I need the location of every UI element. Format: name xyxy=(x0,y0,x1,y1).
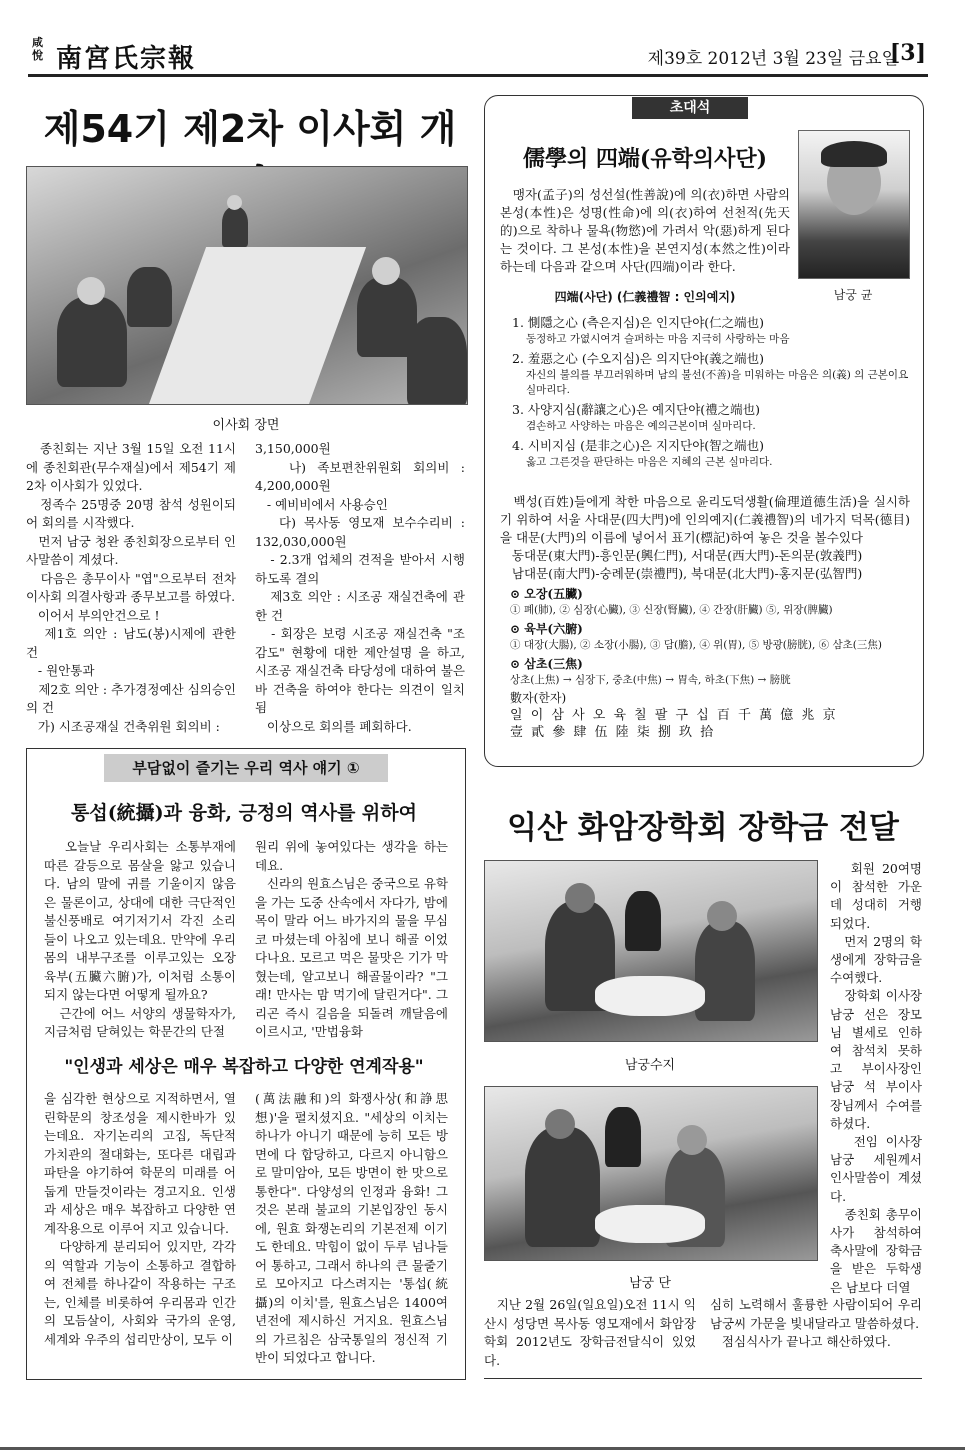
four-virtues-subheading: 四端(사단) (仁義禮智 : 인의예지) xyxy=(554,290,736,304)
virtue-4-title: 4. 시비지심 (是非之心)은 지지단야(智之端也) xyxy=(512,438,765,453)
ojang-list: ① 폐(肺), ② 심장(心臟), ③ 신장(腎臟), ④ 간장(肝臟) ⑤, 위장(脾臟) xyxy=(510,604,833,616)
yukbu-list: ① 대장(大腸), ② 소장(小腸), ③ 담(膽), ④ 위(胃), ⑤ 방광(膀胱), ⑥ 삼초(三焦) xyxy=(510,639,882,651)
portrait-caption: 남궁 균 xyxy=(833,288,873,302)
yukbu-title: ⊙ 육부(六腑) xyxy=(510,622,583,636)
scholarship-photo-2 xyxy=(484,1086,818,1261)
scholarship-headline: 익산 화암장학회 장학금 전달 xyxy=(507,810,899,846)
scholarship-photo-1-caption: 남궁수지 xyxy=(624,1058,676,1073)
virtue-1-desc: 동정하고 가엾시여겨 슬퍼하는 마음 지극히 사랑하는 마음 xyxy=(526,333,790,345)
samcho-list: 상초(上焦) → 심장下, 중초(中焦) → 胃속, 하초(下焦) → 膀胱 xyxy=(510,674,791,686)
page-bottom-rule xyxy=(0,1447,965,1450)
masthead xyxy=(28,36,928,77)
virtue-2-title: 2. 羞惡之心 (수오지심)은 의지단야(義之端也) xyxy=(512,351,765,366)
board-photo-caption: 이사회 장면 xyxy=(212,418,280,433)
scholarship-bottom-column-2: 심히 노력해서 훌륭한 사람이되어 우리 남궁씨 가문을 빛내달라고 말씀하셨다. 점심식사가 끝나고 해산하였다. xyxy=(710,1297,922,1349)
history-pull-quote: "인생과 세상은 매우 복잡하고 다양한 연계작용" xyxy=(64,1057,424,1077)
scholarship-bottom-column-1: 지난 2월 26일(일요일)오전 11시 익산시 성당면 목사동 영모재에서 화암장학회 2012년도 장학금전달식이 있었다. xyxy=(484,1297,697,1368)
history-series-tag: 부담없이 즐기는 우리 역사 얘기 ① xyxy=(104,754,388,782)
history-column-2: 원리 위에 놓여있다는 생각을 하는데요. 신라의 원효스님은 중국으로 유학을 가는 도중 산속에서 자다가, 밤에 목이 말라 어느 바가지의 물을 무심코 마셨는데 아침에 보니 해골 이었다나요. 모르고 먹은 물맛은 기가 막혔는데, 알고보니 해골물이라? "그래! 만사는 맘 먹기에 달린거다". 그리곤 즉시 길음을 되돌려 깨달음에 이르시고, '만법융화 xyxy=(255,839,448,1039)
board-meeting-photo xyxy=(26,166,468,405)
paper-name: 南宮氏宗報 xyxy=(56,44,197,74)
four-virtues-list xyxy=(512,314,910,470)
page-number: [3] xyxy=(889,40,926,66)
virtue-3-desc: 겸손하고 사양하는 마음은 예의근본이며 실마리다. xyxy=(526,420,756,432)
virtue-4-desc: 옳고 그른것을 판단하는 마음은 지혜의 근본 실마리다. xyxy=(526,456,773,468)
author-portrait xyxy=(798,130,910,279)
scholarship-photo-1 xyxy=(484,860,818,1042)
numerals-hanja: 壹 貳 參 肆 伍 陸 柒 捌 玖 拾 xyxy=(510,725,716,740)
numerals-title: 數자(한자) xyxy=(510,691,567,705)
scholarship-side-column: 회원 20여명이 참석한 가운데 성대히 거행되었다. 먼저 2명의 학생에게 장학금을 수여했다. 장학회 이사장 남궁 선은 장모님 별세로 인하여 참석치 못하고 부이사장인 남궁 석 부이사장님께서 수여를 하셨다. 전임 이사장 남궁 세원께서 인사말씀이 계셨다. 종친회 총무이사가 참석하여 축사말에 장학금을 받은 두학생은 남보다 더열 xyxy=(830,861,922,1295)
history-title: 통섭(統攝)과 융화, 긍정의 역사를 위하여 xyxy=(70,802,417,824)
history-column-3: 을 심각한 현상으로 지적하면서, 열린학문의 창조성을 제시한바가 있는데요. 자기논리의 고집, 독단적 가치관의 절대화는, 또다른 대립과 파탄을 야기하여 학문의 미래를 어둡게 만들것이라는 경고지요. 인생과 세상은 매우 복잡하고 다양한 연계작용으로 이루어 지고 있습니다. 다양하게 분리되어 있지만, 각각의 역할과 기능이 소통하고 결합하여 전체를 하나같이 작용하는 구조는, 인체를 비롯하여 우리몸과 인간의 모듬살이, 사회와 국가의 운영, 세계와 우주의 섭리만상이, 모두 이 xyxy=(44,1091,237,1347)
four-gates-text: 백성(百姓)들에게 착한 마음으로 윤리도덕생활(倫理道德生活)을 실시하기 위하여 서울 사대문(四大門)에 인의예지(仁義禮智)의 네가지 덕목(德目)을 대문(大門)의 이름에 넣어서 표기(標記)하여 놓은 것을 볼수있다 동대문(東大門)-흥인문(興仁門), 서대문(西大門)-돈의문(敦義門) 남대문(南大門)-숭례문(崇禮門), 북대문(北大門)-홍지문(弘智門) xyxy=(500,494,910,581)
guest-column-tag: 초대석 xyxy=(632,97,748,119)
scholarship-photo-2-caption: 남궁 단 xyxy=(629,1276,671,1291)
numerals-korean: 일 이 삼 사 오 육 칠 팔 구 십 百 千 萬 億 兆 京 xyxy=(510,708,838,723)
virtue-1-title: 1. 惻隱之心 (측은지심)은 인지단야(仁之端也) xyxy=(512,315,765,330)
history-column-4: (萬法融和)의 화쟁사상(和諍思想)'을 펼치셨지요. "세상의 이치는 하나가 아니기 때문에 능히 모든 방면에 다 합당하고, 다르지 아니함으로 말미암아, 모든 방면이 한 맛으로 통한다". 다양성의 인정과 융화! 그것은 본래 불교의 기본입장인 동시에, 원효 화쟁논리의 기본전제 이기도 한데요. 막힘이 없이 두루 넘나들어 통하고, 그래서 하나의 큰 물줄기로 모아지고 다스려지는 '통섭(統攝)의 이치'를, 원효스님은 1400여년전에 제시하신 거지요. 원효스님의 가르침은 삼국통일의 정신적 기반이 되었다고 합니다. xyxy=(255,1091,452,1365)
guest-column-intro: 맹자(孟子)의 성선설(性善說)에 의(衣)하면 사람의 본성(本性)은 성명(性命)에 의(衣)하여 선천적(先天的)으로 착하나 물욕(物慾)에 가려서 악(惡)하게 된다는 것이다. 그 본성(本性)을 본연지성(本然之性)이라 하는데 다음과 같으며 사단(四端)이라 한다. xyxy=(500,187,794,274)
virtue-2-desc: 자신의 불의를 부끄러워하며 남의 불선(不善)을 미워하는 마음은 의(義) 의 근본이요 실마리다. xyxy=(526,369,909,396)
samcho-title: ⊙ 삼초(三焦) xyxy=(510,657,583,671)
guest-column-title: 儒學의 四端(유학의사단) xyxy=(523,146,767,172)
scholarship-bottom-rule xyxy=(484,1378,922,1379)
ojang-title: ⊙ 오장(五臟) xyxy=(510,587,583,601)
organs-section xyxy=(510,586,910,741)
board-headline: 제54기 제2차 이사회 개 xyxy=(43,107,457,151)
board-column-2: 3,150,000원 나) 족보편찬위원회 회의비 : 4,200,000원 - 예비비에서 사용승인 다) 목사동 영모재 보수수리비 : 132,030,000원 - 2.3개 업체의 견적을 받아서 시행하도록 결의 제3호 의안 : 시조공 재실건축에 관한 건 - 회장은 보령 시조공 재실건축 "조감도" 현황에 대한 제안설명 을 하고, 시조공 재실건축 타당성에 대하여 불은바 건축을 하여야 한다는 의견이 일치됨 이상으로 회의를 폐회하다. xyxy=(255,441,466,734)
history-column-1: 오늘날 우리사회는 소통부재에 따른 갈등으로 몸살을 앓고 있습니다. 남의 말에 귀를 기울이지 않음은 물론이고, 상대에 대한 극단적인 불신풍배로 여기저기서 각진 소리들이 나오고 있는데요. 만약에 우리 몸의 내부구조를 이루고있는 오장육부(五臟六腑)가, 이처럼 소통이 되지 않는다면 어떻게 될까요? 근간에 어느 서양의 생물학자가, 지금처럼 닫혀있는 학문간의 단절 xyxy=(44,839,237,1039)
virtue-3-title: 3. 사양지심(辭讓之心)은 예지단야(禮之端也) xyxy=(512,402,761,417)
issue-info: 제39호 2012년 3월 23일 금요일 xyxy=(647,49,898,69)
board-column-1: 종친회는 지난 3월 15일 오전 11시에 종친회관(무수재실)에서 제54기 제2차 이사회가 있었다. 정족수 25명중 20명 참석 성원이되어 회의를 시작했다. 먼저 남궁 청완 종친회장으로부터 인사말씀이 계셨다. 다음은 총무이사 "엽"으로부터 전차 이사회 의결사항과 종무보고를 하였다. 이어서 부의안건으로 ! 제1호 의안 : 남도(봉)시제에 관한 건 - 원안통과 제2호 의안 : 추가경정예산 심의승인의 건 가) 시조공재실 건축위원 회의비 : xyxy=(26,441,237,734)
masthead-logo: 咸悅 xyxy=(32,36,43,62)
